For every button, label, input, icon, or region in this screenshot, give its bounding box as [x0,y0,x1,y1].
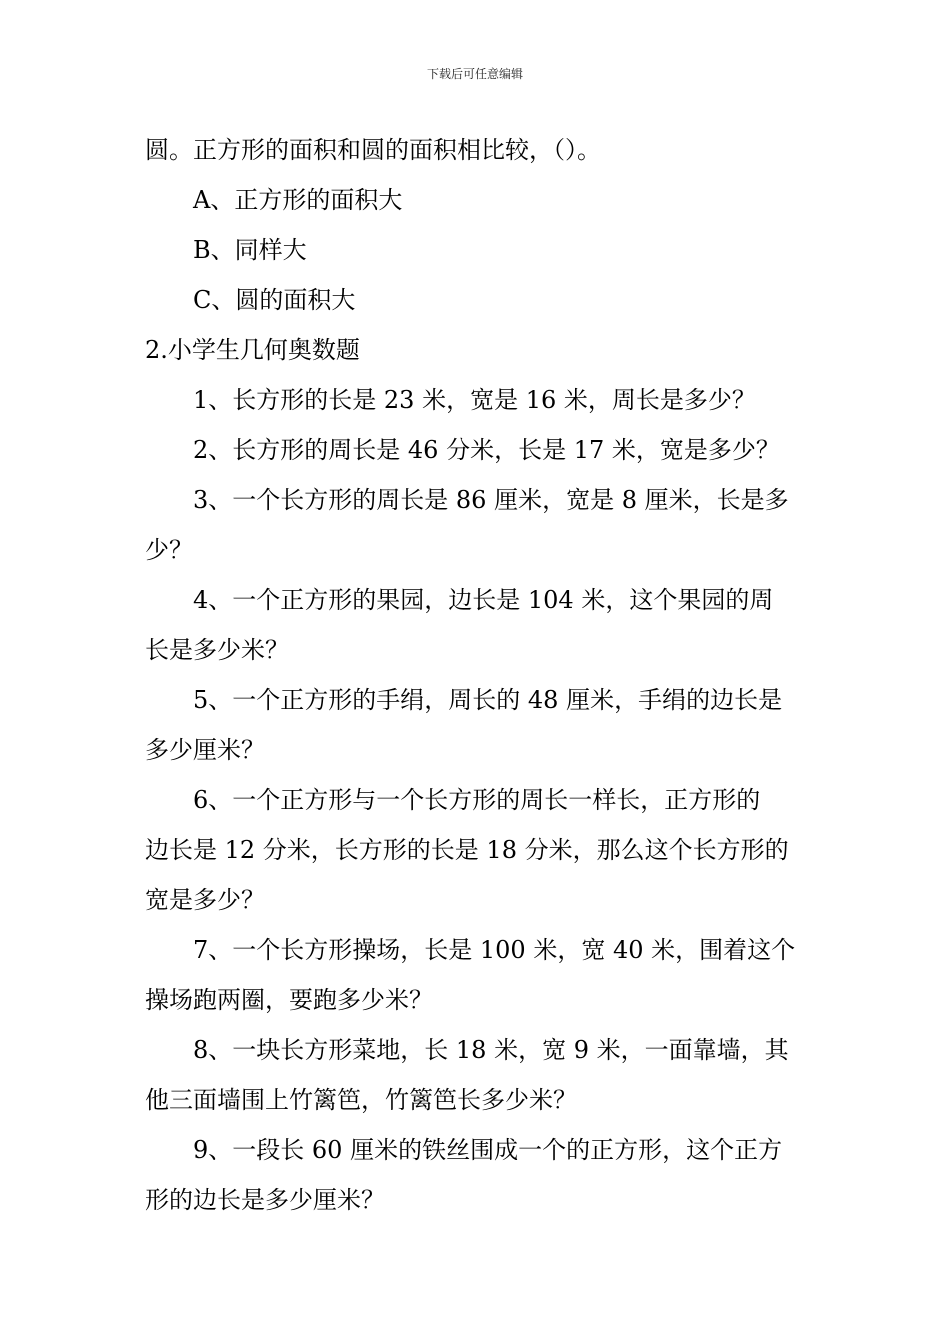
question-1: 1、长方形的长是 23 米，宽是 16 米，周长是多少？ [193,386,756,414]
question-3-line-1: 3、一个长方形的周长是 86 厘米，宽是 8 厘米，长是多 [193,486,789,514]
page-header: 下载后可任意编辑 [426,67,523,81]
question-9-line-1: 9、一段长 60 厘米的铁丝围成一个的正方形，这个正方 [193,1136,783,1164]
section-heading: 2.小学生几何奥数题 [145,336,360,364]
question-6-line-1: 6、一个正方形与一个长方形的周长一样长，正方形的 [193,786,761,814]
question-7-line-1: 7、一个长方形操场，长是 100 米，宽 40 米，围着这个 [193,936,796,964]
text-line: 圆。正方形的面积和圆的面积相比较，（）。 [145,136,601,164]
question-6-line-3: 宽是多少？ [145,886,265,914]
option-a: A、正方形的面积大 [193,186,403,214]
question-8-line-1: 8、一块长方形菜地，长 18 米，宽 9 米，一面靠墙，其 [193,1036,789,1064]
question-2: 2、长方形的周长是 46 分米，长是 17 米，宽是多少？ [193,436,780,464]
question-4-line-2: 长是多少米？ [145,636,289,664]
question-4-line-1: 4、一个正方形的果园，边长是 104 米，这个果园的周 [193,586,774,614]
question-5-line-2: 多少厘米？ [145,736,265,764]
option-b: B、同样大 [193,236,307,264]
question-6-line-2: 边长是 12 分米，长方形的长是 18 分米，那么这个长方形的 [145,836,789,864]
question-7-line-2: 操场跑两圈，要跑多少米？ [145,986,433,1014]
question-9-line-2: 形的边长是多少厘米？ [145,1186,385,1214]
question-3-line-2: 少？ [145,536,193,564]
question-5-line-1: 5、一个正方形的手绢，周长的 48 厘米，手绢的边长是 [193,686,783,714]
question-8-line-2: 他三面墙围上竹篱笆，竹篱笆长多少米？ [145,1086,577,1114]
option-c: C、圆的面积大 [193,286,356,314]
